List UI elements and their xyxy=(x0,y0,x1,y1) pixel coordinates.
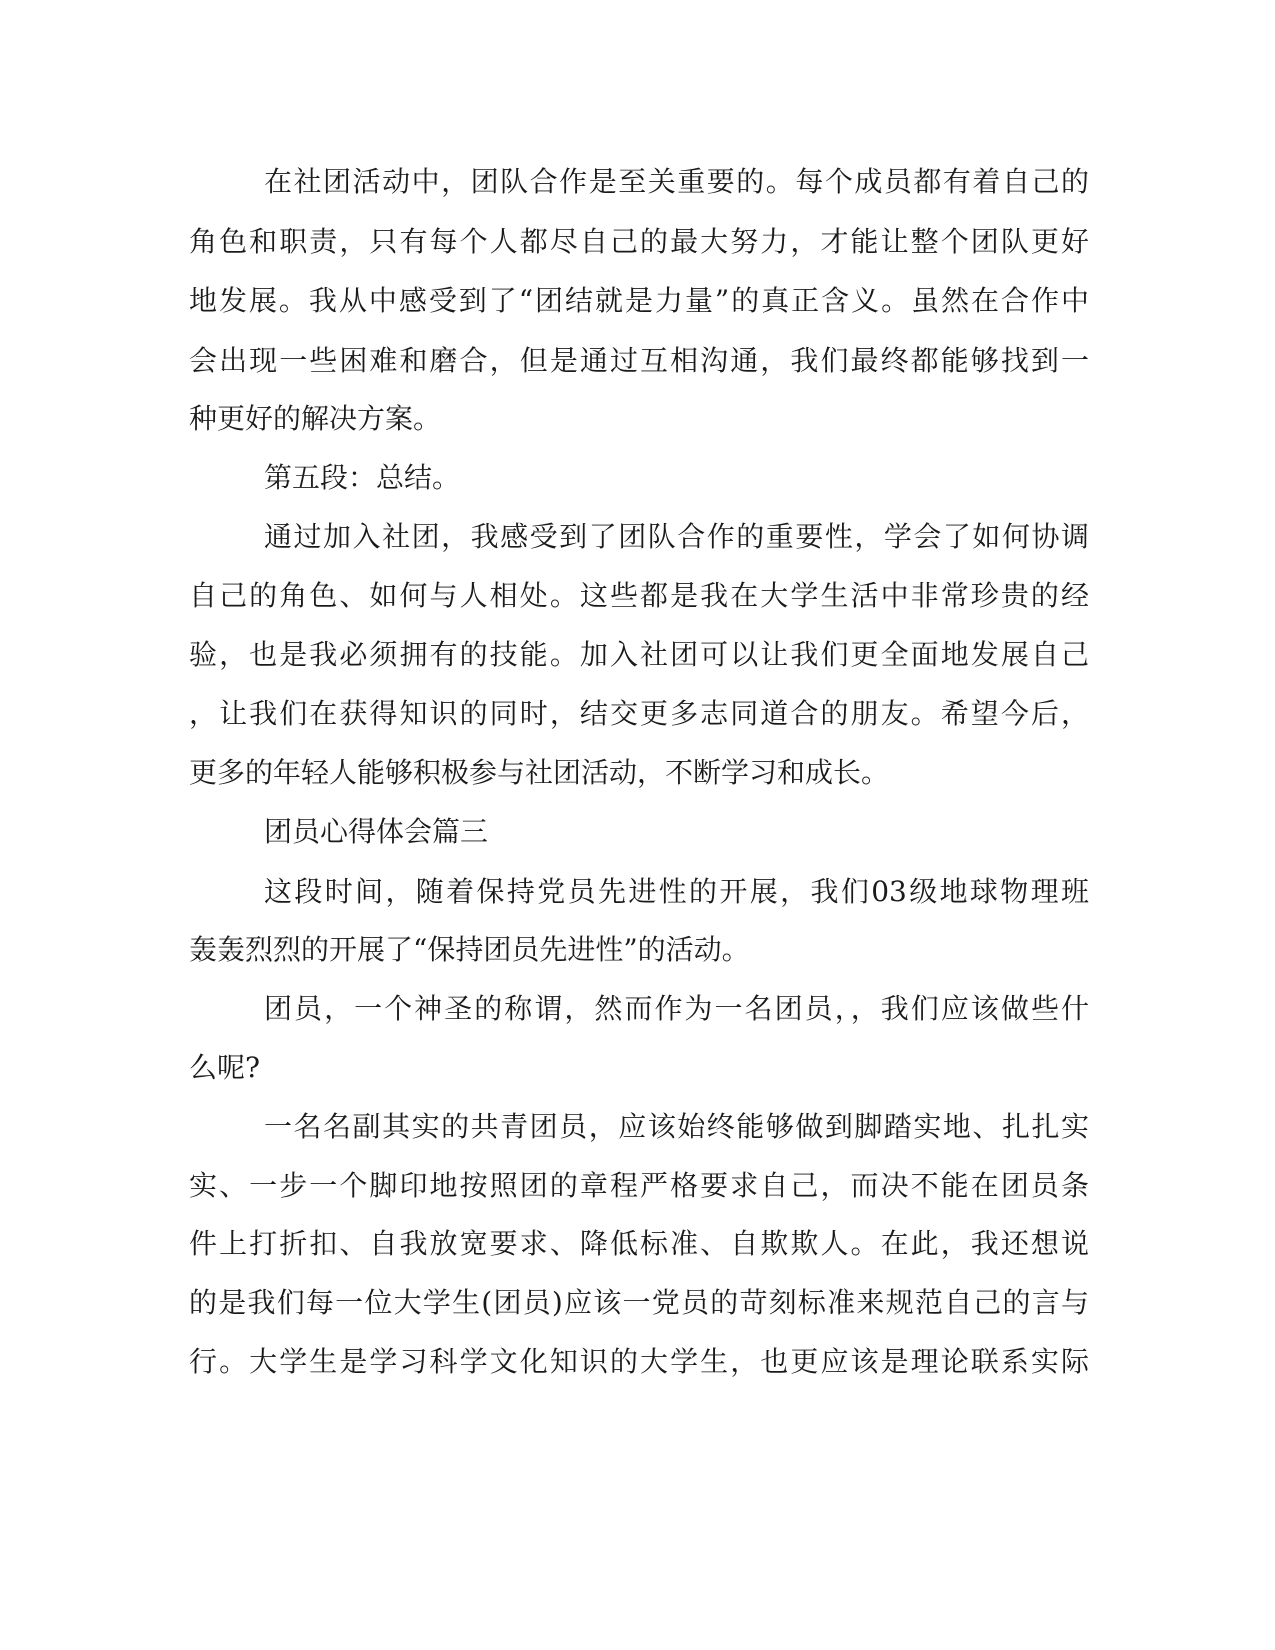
text-line: 行。大学生是学习科学文化知识的大学生，也更应该是理论联系实际 xyxy=(189,1345,1089,1378)
text-line: 地发展。我从中感受到了“团结就是力量”的真正含义。虽然在合作中 xyxy=(189,284,1089,317)
text-line: 在社团活动中，团队合作是至关重要的。每个成员都有着自己的 xyxy=(264,165,1089,198)
text-line: 更多的年轻人能够积极参与社团活动，不断学习和成长。 xyxy=(189,756,890,789)
text-line: 这段时间，随着保持党员先进性的开展，我们03级地球物理班 xyxy=(264,875,1089,908)
section-title: 团员心得体会篇三 xyxy=(264,815,489,848)
text-line: 角色和职责，只有每个人都尽自己的最大努力，才能让整个团队更好 xyxy=(189,225,1089,258)
text-line: 会出现一些困难和磨合，但是通过互相沟通，我们最终都能够找到一 xyxy=(189,344,1089,377)
text-line: 的是我们每一位大学生(团员)应该一党员的苛刻标准来规范自己的言与 xyxy=(189,1286,1089,1319)
text-line: 种更好的解决方案。 xyxy=(189,402,442,435)
text-line: 实、一步一个脚印地按照团的章程严格要求自己，而决不能在团员条 xyxy=(189,1169,1089,1202)
text-line: 通过加入社团，我感受到了团队合作的重要性，学会了如何协调 xyxy=(264,520,1089,553)
text-line: ，让我们在获得知识的同时，结交更多志同道合的朋友。希望今后， xyxy=(189,697,1089,730)
text-line: 自己的角色、如何与人相处。这些都是我在大学生活中非常珍贵的经 xyxy=(189,579,1089,612)
text-line: 轰轰烈烈的开展了“保持团员先进性”的活动。 xyxy=(189,933,750,966)
text-line: 团员，一个神圣的称谓，然而作为一名团员，，我们应该做些什 xyxy=(264,992,1089,1025)
text-line: 么呢? xyxy=(189,1051,261,1084)
section-heading: 第五段：总结。 xyxy=(264,461,461,494)
text-line: 一名名副其实的共青团员，应该始终能够做到脚踏实地、扎扎实 xyxy=(264,1110,1089,1143)
text-line: 件上打折扣、自我放宽要求、降低标准、自欺欺人。在此，我还想说 xyxy=(189,1227,1089,1260)
text-line: 验，也是我必须拥有的技能。加入社团可以让我们更全面地发展自己 xyxy=(189,638,1089,671)
